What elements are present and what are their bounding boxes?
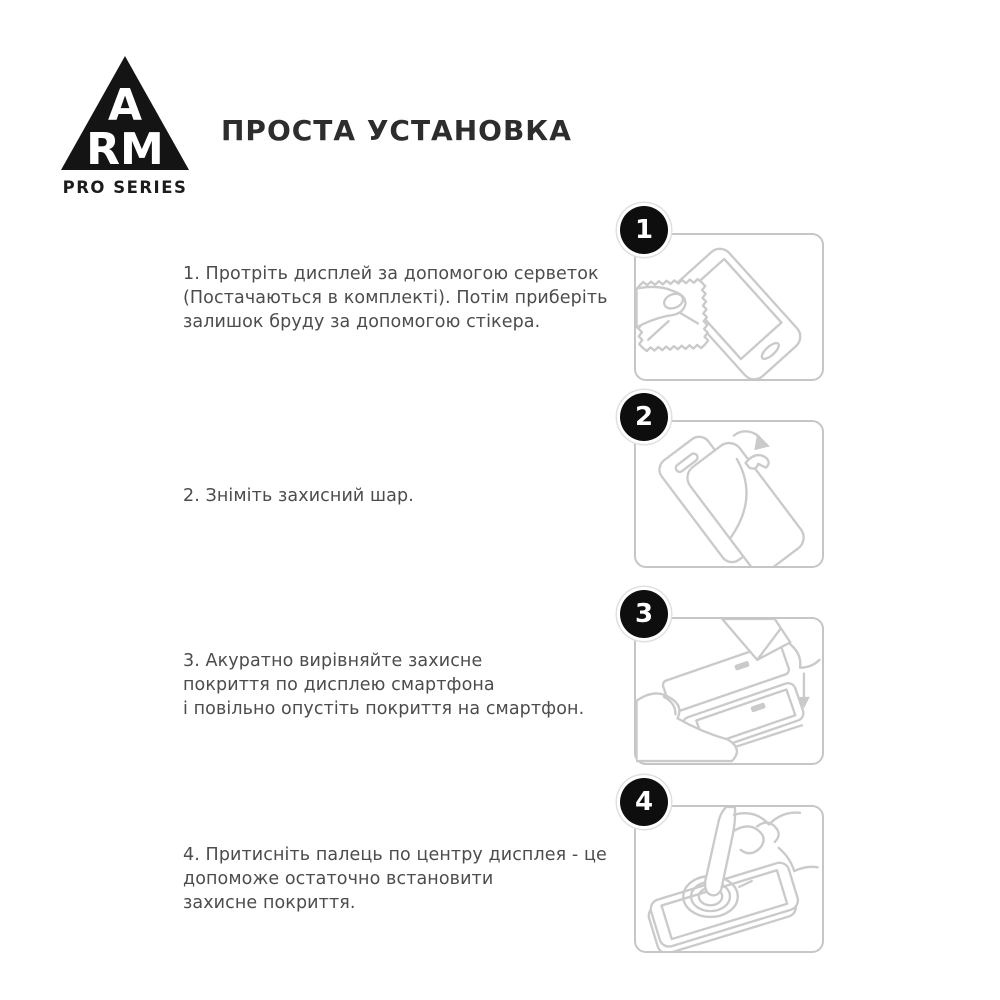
step-3-line-1: 3. Акуратно вирівняйте захисне	[183, 651, 483, 671]
align-protector-over-phone-illustration-icon	[636, 619, 822, 763]
step-1-line-2: (Постачаються в комплекті). Потім приберіть	[183, 288, 608, 308]
step-1-badge: 1	[620, 206, 668, 254]
logo-series-label: PRO SERIES	[62, 178, 188, 197]
step-4-instructions	[183, 843, 653, 915]
step-4-line-2: допоможе остаточно встановити	[183, 869, 494, 889]
step-4-line-3: захисне покриття.	[183, 893, 356, 913]
step-2-instructions	[183, 484, 653, 508]
step-4-illustration-frame	[634, 805, 824, 953]
step-1-illustration-frame	[634, 233, 824, 381]
step-4-badge: 4	[620, 778, 668, 826]
step-4-line-1: 4. Притисніть палець по центру дисплея - це	[183, 845, 607, 865]
step-3-line-2: покриття по дисплею смартфона	[183, 675, 495, 695]
film-tab-icon	[746, 455, 769, 469]
step-2-illustration-frame	[634, 420, 824, 568]
step-1-line-3: залишок бруду за допомогою стікера.	[183, 312, 541, 332]
press-finger-center-display-illustration-icon	[636, 807, 822, 951]
step-3-illustration-frame	[634, 617, 824, 765]
step-3-instructions	[183, 649, 653, 721]
arm-pro-series-logo	[58, 54, 208, 200]
logo-letters-rm: RM	[86, 124, 164, 175]
page-title: ПРОСТА УСТАНОВКА	[221, 114, 572, 147]
wipe-display-with-cloth-illustration-icon	[636, 235, 822, 379]
peel-protective-layer-illustration-icon	[636, 422, 822, 566]
step-2-badge: 2	[620, 393, 668, 441]
step-2-line-1: 2. Зніміть захисний шар.	[183, 486, 414, 506]
step-1-instructions	[183, 262, 653, 334]
step-3-line-3: і повільно опустіть покриття на смартфон.	[183, 699, 585, 719]
step-3-badge: 3	[620, 590, 668, 638]
logo-letter-a: A	[107, 80, 143, 131]
step-1-line-1: 1. Протріть дисплей за допомогою серветок	[183, 264, 599, 284]
